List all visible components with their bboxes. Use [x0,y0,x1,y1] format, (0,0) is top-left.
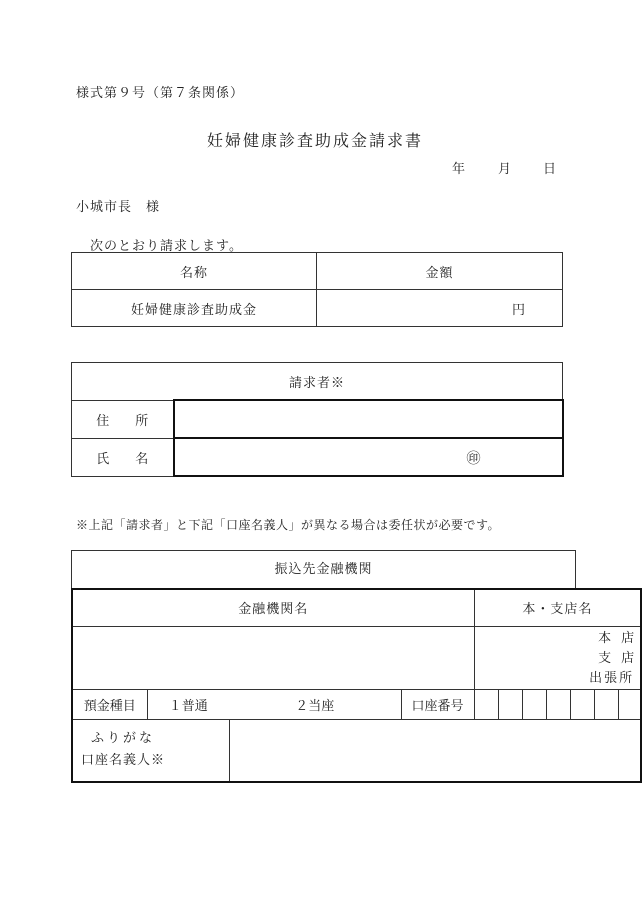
date-day-label: 日 [543,162,557,177]
requester-table [71,362,564,477]
account-digit[interactable] [618,689,641,719]
address-field[interactable] [174,400,563,438]
holder-label: 口座名義人※ [81,753,166,769]
account-digit[interactable] [546,689,570,719]
branch-type-main: 本店 [598,630,644,646]
date-month-label: 月 [498,162,512,177]
claim-name-header: 名称 [72,253,317,290]
notice-text: ※上記「請求者」と下記「口座名義人」が異なる場合は委任状が必要です。 [76,518,501,532]
bank-name-label: 金融機関名 [72,589,474,626]
claim-amount-header: 金額 [317,253,563,290]
account-digit[interactable] [522,689,546,719]
account-holder-label [72,719,229,782]
claim-name-cell: 妊婦健康診査助成金 [72,290,317,327]
claim-table [71,252,563,327]
requester-heading: 請求者※ [72,363,563,401]
account-digit[interactable] [570,689,594,719]
deposit-option-ordinary[interactable]: １普通 [147,689,229,719]
bank-table [71,588,642,783]
furigana-label: ふりがな [91,731,156,747]
name-label: 氏 名 [72,438,174,476]
seal-mark: ㊞ [466,451,481,467]
addressee: 小城市長 様 [76,200,161,215]
name-field[interactable] [174,438,563,476]
deposit-option-current[interactable]: ２当座 [229,689,401,719]
form-number: 様式第９号（第７条関係） [76,86,245,101]
account-number-label: 口座番号 [401,689,474,719]
date-year-label: 年 [452,162,466,177]
branch-type-office: 出張所 [589,670,635,686]
branch-name-label: 本・支店名 [474,589,641,626]
bank-heading: 振込先金融機関 [71,550,576,589]
bank-name-field[interactable] [72,626,474,689]
page-title: 妊婦健康診査助成金請求書 [206,131,423,150]
account-digit[interactable] [594,689,618,719]
claim-amount-cell[interactable]: 円 [317,290,563,327]
account-holder-field[interactable] [229,719,641,782]
deposit-type-label: 預金種目 [72,689,147,719]
account-digit[interactable] [474,689,498,719]
branch-name-field[interactable] [474,626,644,689]
branch-type-branch: 支店 [598,650,644,666]
intro-text: 次のとおり請求します。 [90,239,243,254]
address-label: 住 所 [72,400,174,438]
account-digit[interactable] [498,689,522,719]
